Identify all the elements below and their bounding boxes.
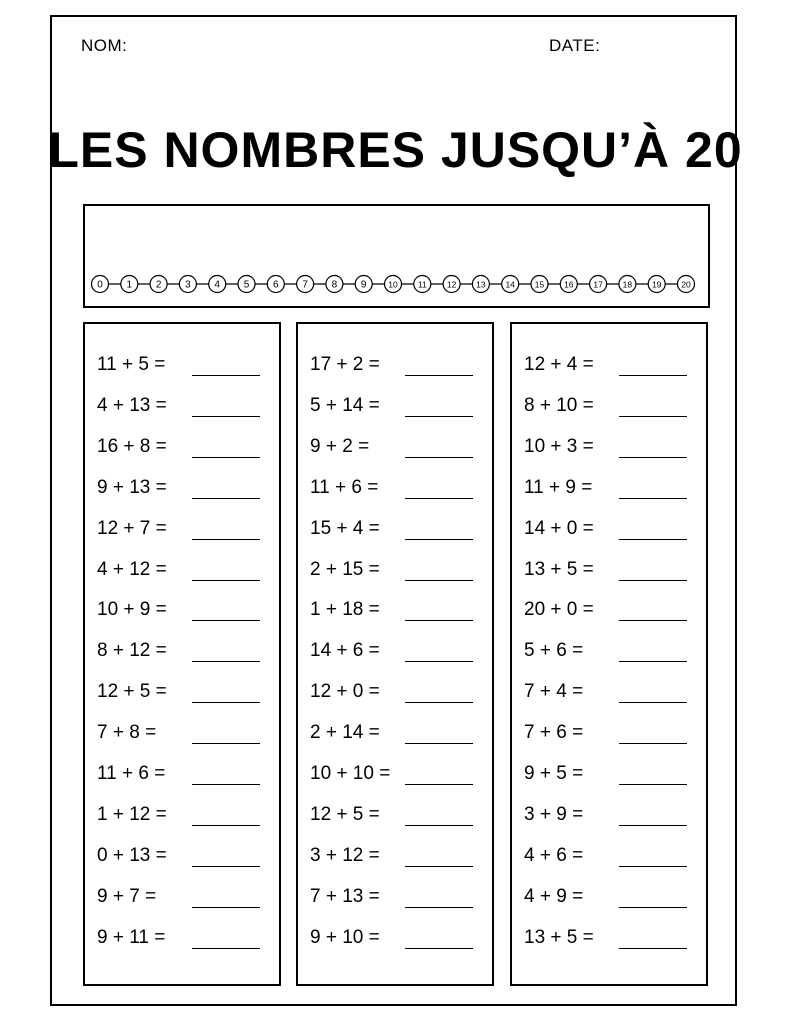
problem-column-3: [510, 322, 708, 986]
problem-row: [310, 802, 490, 832]
problem-equation: 2 + 14 =: [310, 722, 380, 744]
number-label: 14: [505, 279, 515, 290]
number-label: 15: [534, 279, 545, 290]
problem-equation: 9 + 10 =: [310, 926, 380, 948]
problem-equation: 9 + 5 =: [524, 763, 584, 784]
problem-equation: 10 + 10 =: [310, 763, 391, 784]
answer-blank[interactable]: [192, 457, 260, 458]
problem-equation: 9 + 13 =: [97, 476, 167, 498]
problem-row: [524, 884, 704, 914]
problem-row: [310, 884, 490, 914]
answer-blank[interactable]: [405, 375, 473, 376]
problem-equation: 12 + 0 =: [310, 681, 380, 703]
answer-blank[interactable]: [192, 702, 260, 703]
problem-row: [310, 925, 490, 955]
number-label: 6: [273, 279, 279, 291]
answer-blank[interactable]: [192, 743, 260, 744]
number-label: 11: [417, 279, 427, 290]
problem-row: [97, 475, 277, 505]
answer-blank[interactable]: [619, 620, 687, 621]
problem-row: [524, 843, 704, 873]
number-label: 16: [564, 279, 574, 290]
number-label: 1: [126, 279, 133, 291]
answer-blank[interactable]: [405, 580, 473, 581]
problem-equation: 20 + 0 =: [524, 599, 594, 621]
problem-equation: 11 + 9 =: [524, 476, 593, 498]
problem-row: [310, 843, 490, 873]
answer-blank[interactable]: [619, 907, 687, 908]
problem-row: [524, 393, 704, 423]
number-label: 4: [214, 279, 220, 291]
answer-blank[interactable]: [405, 784, 473, 785]
number-label: 5: [243, 279, 250, 291]
problem-row: [97, 843, 277, 873]
number-label: 17: [593, 279, 603, 290]
problem-row: [97, 352, 277, 382]
problem-equation: 8 + 12 =: [97, 640, 167, 662]
problem-row: [310, 557, 490, 587]
date-label: DATE:: [549, 36, 601, 55]
answer-blank[interactable]: [619, 825, 687, 826]
problem-row: [524, 557, 704, 587]
answer-blank[interactable]: [619, 702, 687, 703]
problem-row: [524, 352, 704, 382]
problem-row: [97, 516, 277, 546]
number-label: 18: [622, 279, 633, 290]
problem-equation: 7 + 4 =: [524, 681, 584, 703]
number-line: [85, 206, 712, 310]
problem-row: [310, 516, 490, 546]
number-label: 7: [302, 279, 308, 291]
problem-row: [97, 393, 277, 423]
problem-row: [97, 761, 277, 791]
answer-blank[interactable]: [192, 825, 260, 826]
number-label: 20: [681, 279, 691, 290]
answer-blank[interactable]: [405, 539, 473, 540]
problem-row: [310, 720, 490, 750]
number-label: 12: [446, 279, 457, 290]
problem-equation: 5 + 6 =: [524, 640, 584, 662]
problem-row: [97, 597, 277, 627]
problem-row: [310, 352, 490, 382]
answer-blank[interactable]: [192, 416, 260, 417]
answer-blank[interactable]: [405, 825, 473, 826]
number-label: 0: [97, 279, 103, 291]
problem-equation: 7 + 6 =: [524, 722, 584, 744]
answer-blank[interactable]: [619, 457, 687, 458]
answer-blank[interactable]: [619, 539, 687, 540]
answer-blank[interactable]: [619, 580, 687, 581]
page-title: LES NOMBRES JUSQU’À 20: [48, 122, 743, 178]
answer-blank[interactable]: [405, 620, 473, 621]
problem-row: [97, 884, 277, 914]
answer-blank[interactable]: [405, 948, 473, 949]
problem-row: [310, 434, 490, 464]
problem-equation: 3 + 12 =: [310, 844, 380, 866]
problem-equation: 11 + 5 =: [97, 354, 166, 375]
answer-blank[interactable]: [619, 948, 687, 949]
problem-equation: 10 + 3 =: [524, 435, 594, 457]
problem-row: [310, 761, 490, 791]
answer-blank[interactable]: [192, 620, 260, 621]
number-line-box: [83, 204, 710, 308]
problem-row: [97, 802, 277, 832]
problem-equation: 4 + 6 =: [524, 844, 584, 866]
number-label: 13: [476, 279, 486, 290]
answer-blank[interactable]: [405, 661, 473, 662]
answer-blank[interactable]: [192, 948, 260, 949]
problem-row: [97, 434, 277, 464]
problem-equation: 1 + 18 =: [310, 599, 380, 621]
answer-blank[interactable]: [405, 416, 473, 417]
answer-blank[interactable]: [619, 784, 687, 785]
problem-equation: 4 + 12 =: [97, 558, 167, 580]
problem-equation: 7 + 8 =: [97, 722, 157, 744]
number-label: 19: [651, 279, 662, 290]
name-label: NOM:: [81, 36, 128, 55]
problem-equation: 5 + 14 =: [310, 394, 380, 416]
problem-equation: 16 + 8 =: [97, 435, 167, 457]
problem-row: [310, 597, 490, 627]
problem-equation: 9 + 2 =: [310, 435, 370, 457]
problem-row: [97, 557, 277, 587]
problem-equation: 12 + 5 =: [310, 803, 380, 825]
problem-equation: 13 + 5 =: [524, 926, 594, 948]
problem-equation: 14 + 6 =: [310, 640, 380, 662]
problem-row: [310, 638, 490, 668]
problem-row: [310, 393, 490, 423]
answer-blank[interactable]: [405, 907, 473, 908]
problem-equation: 15 + 4 =: [310, 517, 380, 539]
answer-blank[interactable]: [192, 661, 260, 662]
answer-blank[interactable]: [619, 498, 687, 499]
answer-blank[interactable]: [192, 866, 260, 867]
answer-blank[interactable]: [192, 375, 260, 376]
answer-blank[interactable]: [619, 866, 687, 867]
problem-column-1: [83, 322, 281, 986]
answer-blank[interactable]: [619, 416, 687, 417]
problem-row: [524, 597, 704, 627]
problem-row: [97, 720, 277, 750]
answer-blank[interactable]: [405, 498, 473, 499]
problem-row: [524, 720, 704, 750]
problem-equation: 17 + 2 =: [310, 354, 380, 375]
answer-blank[interactable]: [619, 661, 687, 662]
problem-equation: 11 + 6 =: [97, 763, 166, 784]
problem-row: [524, 516, 704, 546]
problem-row: [97, 679, 277, 709]
problem-row: [524, 679, 704, 709]
problem-equation: 12 + 5 =: [97, 681, 167, 703]
problem-equation: 10 + 9 =: [97, 599, 167, 621]
answer-blank[interactable]: [192, 907, 260, 908]
problem-row: [524, 638, 704, 668]
problem-equation: 4 + 13 =: [97, 394, 167, 416]
problem-equation: 2 + 15 =: [310, 558, 380, 580]
problem-equation: 8 + 10 =: [524, 394, 594, 416]
answer-blank[interactable]: [405, 743, 473, 744]
number-label: 10: [388, 279, 398, 290]
problem-row: [524, 475, 704, 505]
problem-equation: 11 + 6 =: [310, 476, 379, 498]
number-label: 8: [331, 279, 338, 291]
problem-equation: 13 + 5 =: [524, 558, 594, 580]
answer-blank[interactable]: [192, 539, 260, 540]
problem-equation: 12 + 7 =: [97, 517, 167, 539]
problem-row: [524, 434, 704, 464]
number-label: 2: [155, 279, 162, 291]
answer-blank[interactable]: [192, 580, 260, 581]
problem-row: [524, 925, 704, 955]
problem-equation: 4 + 9 =: [524, 885, 584, 907]
problem-row: [310, 475, 490, 505]
answer-blank[interactable]: [192, 784, 260, 785]
problem-equation: 12 + 4 =: [524, 354, 594, 375]
problem-row: [310, 679, 490, 709]
answer-blank[interactable]: [619, 375, 687, 376]
answer-blank[interactable]: [405, 457, 473, 458]
problem-row: [524, 761, 704, 791]
problem-equation: 14 + 0 =: [524, 517, 594, 539]
problem-row: [524, 802, 704, 832]
problem-equation: 0 + 13 =: [97, 844, 167, 866]
answer-blank[interactable]: [192, 498, 260, 499]
number-label: 9: [360, 279, 367, 291]
number-label: 3: [185, 279, 191, 291]
problem-row: [97, 925, 277, 955]
problem-column-2: [296, 322, 494, 986]
answer-blank[interactable]: [405, 702, 473, 703]
problem-equation: 3 + 9 =: [524, 803, 584, 825]
problem-equation: 7 + 13 =: [310, 885, 380, 907]
answer-blank[interactable]: [619, 743, 687, 744]
answer-blank[interactable]: [405, 866, 473, 867]
problem-row: [97, 638, 277, 668]
problem-equation: 1 + 12 =: [97, 803, 167, 825]
problem-equation: 9 + 7 =: [97, 885, 157, 907]
problem-equation: 9 + 11 =: [97, 926, 166, 948]
